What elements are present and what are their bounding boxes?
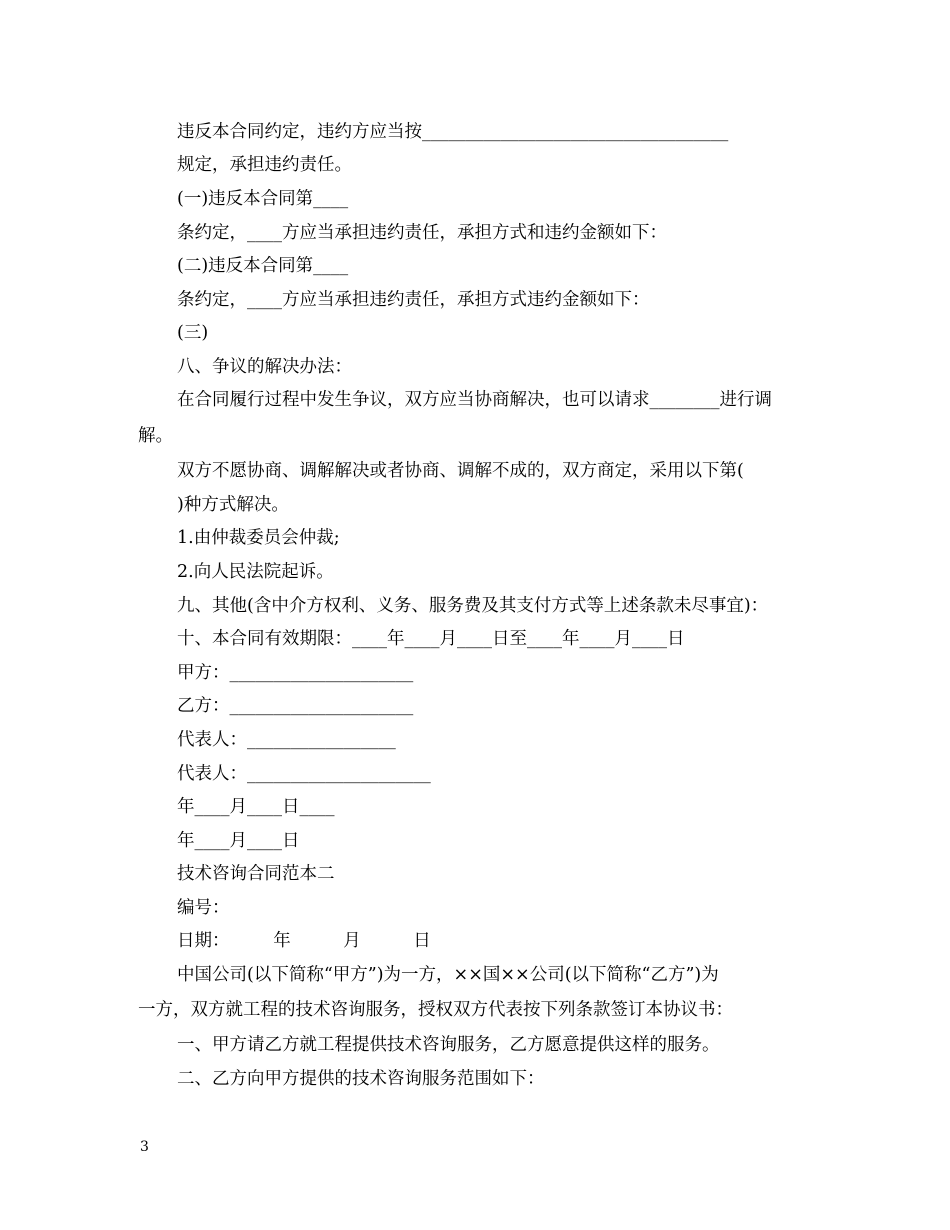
section-heading: 八、争议的解决办法： <box>177 357 352 377</box>
text-line: 条约定，____方应当承担违约责任，承担方式违约金额如下： <box>177 290 650 310</box>
text-line: 规定，承担违约责任。 <box>177 155 352 175</box>
text-line: 条约定，____方应当承担违约责任，承担方式和违约金额如下： <box>177 223 667 243</box>
date-field: 日期： 年 月 日 <box>177 931 431 951</box>
text-line: 一方，双方就工程的技术咨询服务，授权双方代表按下列条款签订本协议书： <box>138 1000 733 1020</box>
text-line: 二、乙方向甲方提供的技术咨询服务范围如下： <box>177 1069 545 1089</box>
number-field: 编号： <box>177 898 230 918</box>
text-line: 解。 <box>138 426 173 446</box>
page-number: 3 <box>140 1139 149 1155</box>
text-line: 在合同履行过程中发生争议，双方应当协商解决，也可以请求________进行调 <box>177 390 772 410</box>
document-title: 技术咨询合同范本二 <box>177 864 335 884</box>
text-line: 违反本合同约定，违约方应当按___________________________________ <box>177 122 729 142</box>
date-line: 年____月____日____ <box>177 797 335 817</box>
list-item: 2.向人民法院起诉。 <box>177 562 334 582</box>
signature-line: 代表人：_____________________ <box>177 764 431 784</box>
text-line: 一、甲方请乙方就工程提供技术咨询服务，乙方愿意提供这样的服务。 <box>177 1035 720 1055</box>
date-line: 年____月____日 <box>177 831 300 851</box>
text-line: 中国公司(以下简称“甲方”)为一方，××国××公司(以下简称“乙方”)为 <box>177 965 719 985</box>
text-line: )种方式解决。 <box>177 495 289 515</box>
section-heading: 九、其他(含中介方权利、义务、服务费及其支付方式等上述条款未尽事宜)： <box>177 596 769 616</box>
signature-line: 乙方：_____________________ <box>177 696 414 716</box>
list-item: 1.由仲裁委员会仲裁; <box>177 528 340 548</box>
text-line: 双方不愿协商、调解解决或者协商、调解不成的，双方商定，采用以下第( <box>177 461 744 481</box>
section-heading: 十、本合同有效期限：____年____月____日至____年____月____日 <box>177 629 685 649</box>
text-line: (一)违反本合同第____ <box>177 189 349 209</box>
text-line: (三) <box>177 323 209 343</box>
signature-line: 代表人：_________________ <box>177 730 396 750</box>
text-line: (二)违反本合同第____ <box>177 256 349 276</box>
signature-line: 甲方：_____________________ <box>177 663 414 683</box>
